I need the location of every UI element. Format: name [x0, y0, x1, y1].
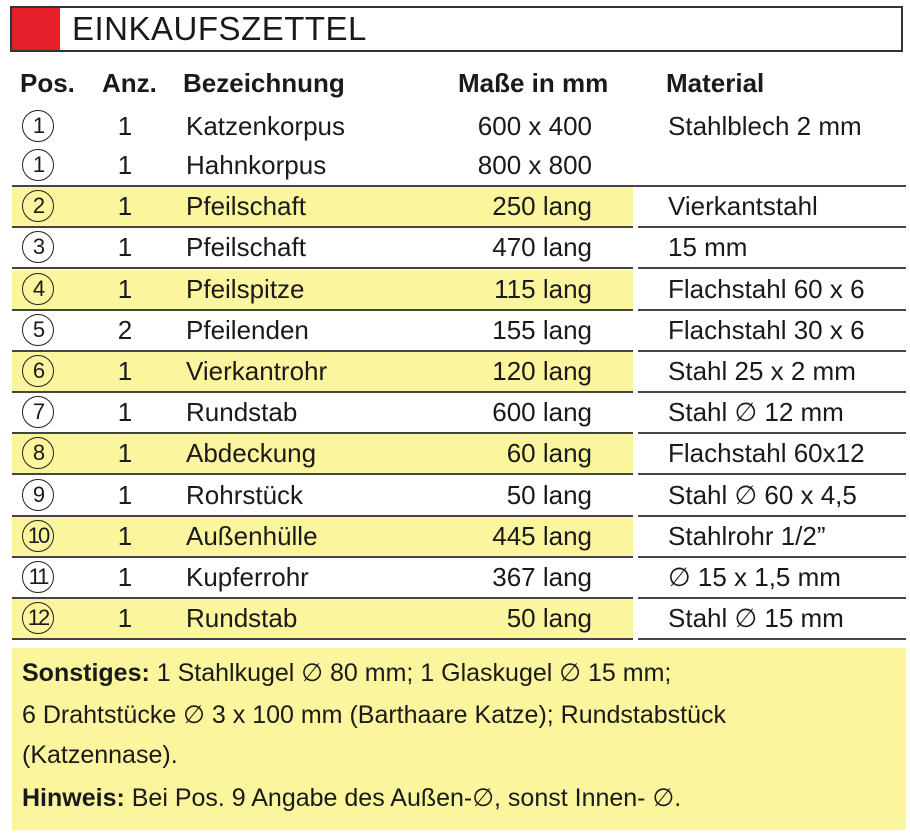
- cell-mas: 600 lang: [492, 397, 592, 428]
- note-text-4: Bei Pos. 9 Angabe des Außen-∅, sonst Innen- ∅.: [124, 784, 682, 812]
- note-line-4: [22, 783, 681, 813]
- cell-anz: 1: [117, 191, 133, 222]
- cell-bez: Pfeilschaft: [186, 232, 306, 263]
- hinweis-label: Hinweis:: [22, 784, 125, 812]
- table-row: [0, 187, 910, 228]
- row-divider: [12, 638, 633, 640]
- cell-mat: Flachstahl 30 x 6: [668, 314, 865, 345]
- cell-mas: 50 lang: [506, 603, 592, 634]
- cell-anz: 1: [117, 397, 133, 428]
- cell-anz: 1: [117, 150, 133, 180]
- cell-anz: 1: [117, 520, 133, 551]
- cell-bez: Vierkantrohr: [186, 356, 328, 386]
- header-bezeichnung: Bezeichnung: [183, 68, 345, 98]
- cell-anz: 1: [117, 438, 133, 469]
- cell-mat: Stahl ∅ 15 mm: [668, 603, 844, 634]
- cell-mas: 445 lang: [492, 520, 592, 551]
- cell-mat: 15 mm: [668, 232, 748, 263]
- cell-mat: Stahlrohr 1/2”: [668, 520, 826, 551]
- cell-pos: 7: [22, 396, 54, 428]
- row-divider: [638, 638, 906, 640]
- cell-anz: 1: [117, 603, 133, 634]
- cell-pos: 5: [22, 314, 54, 346]
- cell-bez: Pfeilschaft: [186, 191, 306, 222]
- sonstiges-label: Sonstiges:: [22, 659, 150, 687]
- cell-mat: Stahlblech 2 mm: [668, 111, 862, 141]
- cell-mat: Flachstahl 60x12: [668, 438, 865, 469]
- cell-pos: 9: [22, 479, 54, 511]
- cell-pos: 10: [22, 520, 54, 552]
- table-row: [0, 393, 910, 434]
- cell-pos: 3: [22, 231, 54, 263]
- cell-bez: Rundstab: [186, 397, 298, 428]
- cell-mat: Flachstahl 60 x 6: [668, 273, 865, 304]
- note-line-2: 6 Drahtstücke ∅ 3 x 100 mm (Barthaare Katze); Rundstabstück: [22, 701, 727, 729]
- table-row: [0, 270, 910, 311]
- cell-pos: 2: [22, 190, 54, 222]
- cell-mas: 367 lang: [492, 562, 592, 592]
- table-row: [0, 476, 910, 517]
- note-line-1: [22, 658, 671, 688]
- cell-anz: 1: [117, 479, 133, 510]
- cell-mas: 470 lang: [492, 232, 592, 263]
- cell-anz: 1: [117, 562, 133, 592]
- header-masse: Maße in mm: [458, 68, 609, 98]
- cell-anz: 2: [117, 314, 133, 345]
- cell-mas: 50 lang: [506, 479, 592, 510]
- header-pos: Pos.: [20, 68, 75, 98]
- cell-mat: Stahl ∅ 60 x 4,5: [668, 479, 857, 510]
- cell-bez: Hahnkorpus: [186, 150, 327, 180]
- cell-mat: Vierkantstahl: [668, 191, 818, 222]
- table-row: [0, 107, 910, 148]
- table-row: [0, 352, 910, 393]
- table-row: [0, 311, 910, 352]
- table-row: [0, 558, 910, 599]
- cell-bez: Rundstab: [186, 603, 298, 634]
- cell-mat: ∅ 15 x 1,5 mm: [668, 562, 841, 592]
- cell-mat: Stahl 25 x 2 mm: [668, 356, 856, 386]
- cell-mas: 800 x 800: [477, 150, 592, 180]
- table-row: [0, 517, 910, 558]
- header-anz: Anz.: [102, 68, 157, 98]
- cell-pos: 11: [22, 561, 54, 593]
- table-row: [0, 146, 910, 187]
- cell-bez: Abdeckung: [186, 438, 317, 469]
- notes-box: [12, 648, 906, 830]
- header-material: Material: [666, 68, 765, 98]
- table-row: [0, 434, 910, 475]
- cell-pos: 8: [22, 437, 54, 469]
- table-row: [0, 228, 910, 269]
- cell-pos: 1: [22, 110, 54, 142]
- cell-bez: Rohrstück: [186, 479, 304, 510]
- cell-mat: Stahl ∅ 12 mm: [668, 397, 844, 428]
- cell-mas: 115 lang: [494, 273, 592, 304]
- cell-bez: Kupferrohr: [186, 562, 309, 592]
- cell-bez: Pfeilspitze: [186, 273, 305, 304]
- cell-pos: 6: [22, 355, 54, 387]
- cell-anz: 1: [117, 273, 133, 304]
- cell-mas: 155 lang: [492, 314, 592, 345]
- cell-mas: 60 lang: [506, 438, 592, 469]
- page-title: EINKAUFSZETTEL: [72, 10, 367, 47]
- cell-bez: Katzenkorpus: [186, 111, 345, 141]
- cell-bez: Pfeilenden: [186, 314, 309, 345]
- cell-mas: 250 lang: [492, 191, 592, 222]
- cell-anz: 1: [117, 356, 133, 386]
- cell-anz: 1: [117, 111, 133, 141]
- note-text-1: 1 Stahlkugel ∅ 80 mm; 1 Glaskugel ∅ 15 mm;: [149, 659, 672, 687]
- cell-mas: 120 lang: [492, 356, 592, 386]
- note-line-3: (Katzennase).: [22, 741, 178, 769]
- cell-pos: 1: [22, 149, 54, 181]
- table-row: [0, 599, 910, 640]
- cell-pos: 4: [22, 273, 54, 305]
- cell-mas: 600 x 400: [477, 111, 592, 141]
- cell-pos: 12: [22, 602, 54, 634]
- cell-bez: Außenhülle: [186, 520, 318, 551]
- cell-anz: 1: [117, 232, 133, 263]
